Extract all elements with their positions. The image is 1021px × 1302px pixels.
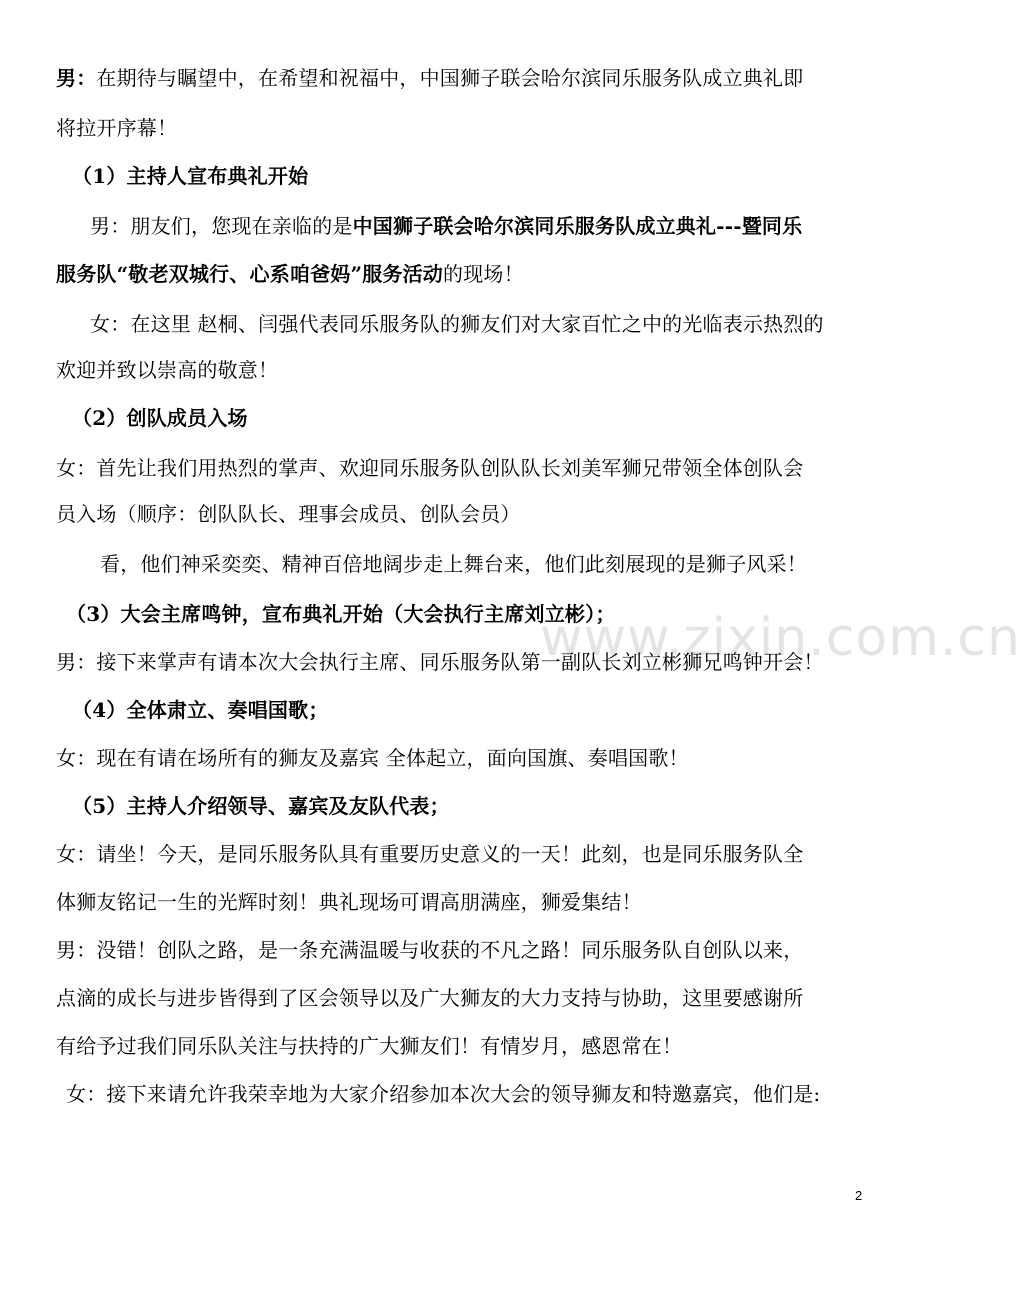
page-number: 2 bbox=[855, 1188, 863, 1203]
paragraph-2-line-1: 男：朋友们，您现在亲临的是中国狮子联会哈尔滨同乐服务队成立典礼---暨同乐 bbox=[90, 214, 803, 238]
section-heading-1: （1）主持人宣布典礼开始 bbox=[72, 164, 309, 188]
paragraph-5: 看，他们神采奕奕、精神百倍地阔步走上舞台来，他们此刻展现的是狮子风采！ bbox=[100, 552, 807, 576]
paragraph-1-line-2: 将拉开序幕！ bbox=[56, 116, 178, 140]
activity-name-bold: 服务队“敬老双城行、心系咱爸妈”服务活动 bbox=[56, 262, 444, 286]
event-name-bold: 中国狮子联会哈尔滨同乐服务队成立典礼---暨同乐 bbox=[352, 214, 803, 238]
paragraph-3-line-2: 欢迎并致以崇高的敬意！ bbox=[56, 358, 279, 382]
paragraph-4-line-2: 员入场（顺序：创队队长、理事会成员、创队会员） bbox=[56, 502, 521, 526]
paragraph-3-line-1: 女：在这里 赵桐、闫强代表同乐服务队的狮友们对大家百忙之中的光临表示热烈的 bbox=[90, 312, 824, 336]
section-heading-4: （4）全体肃立、奏唱国歌； bbox=[72, 698, 329, 722]
paragraph-4-line-1: 女：首先让我们用热烈的掌声、欢迎同乐服务队创队队长刘美军狮兄带领全体创队会 bbox=[56, 456, 804, 480]
watermark: www.zixin.com.cn bbox=[540, 608, 1021, 668]
paragraph-2-line-2: 服务队“敬老双城行、心系咱爸妈”服务活动的现场！ bbox=[56, 262, 524, 286]
section-heading-5: （5）主持人介绍领导、嘉宾及友队代表； bbox=[72, 794, 450, 818]
paragraph-1-line-1: 男：在期待与瞩望中，在希望和祝福中，中国狮子联会哈尔滨同乐服务队成立典礼即 bbox=[56, 66, 804, 90]
section-heading-2: （2）创队成员入场 bbox=[72, 406, 248, 430]
paragraph-8-line-2: 体狮友铭记一生的光辉时刻！典礼现场可谓高朋满座，狮爱集结！ bbox=[56, 890, 642, 914]
paragraph-8-line-1: 女：请坐！今天，是同乐服务队具有重要历史意义的一天！此刻，也是同乐服务队全 bbox=[56, 842, 804, 866]
paragraph-10: 女：接下来请允许我荣幸地为大家介绍参加本次大会的领导狮友和特邀嘉宾，他们是: bbox=[66, 1082, 821, 1106]
paragraph-9-line-1: 男：没错！创队之路，是一条充满温暖与收获的不凡之路！同乐服务队自创队以来， bbox=[56, 938, 804, 962]
section-heading-3: （3）大会主席鸣钟，宣布典礼开始（大会执行主席刘立彬）； bbox=[66, 602, 616, 626]
paragraph-7: 女：现在有请在场所有的狮友及嘉宾 全体起立，面向国旗、奏唱国歌！ bbox=[56, 746, 689, 770]
paragraph-9-line-2: 点滴的成长与进步皆得到了区会领导以及广大狮友的大力支持与协助，这里要感谢所 bbox=[56, 986, 804, 1010]
paragraph-6: 男：接下来掌声有请本次大会执行主席、同乐服务队第一副队长刘立彬狮兄鸣钟开会！ bbox=[56, 650, 824, 674]
speaker-male-label: 男： bbox=[56, 66, 97, 90]
paragraph-9-line-3: 有给予过我们同乐队关注与扶持的广大狮友们！有情岁月，感恩常在！ bbox=[56, 1034, 683, 1058]
